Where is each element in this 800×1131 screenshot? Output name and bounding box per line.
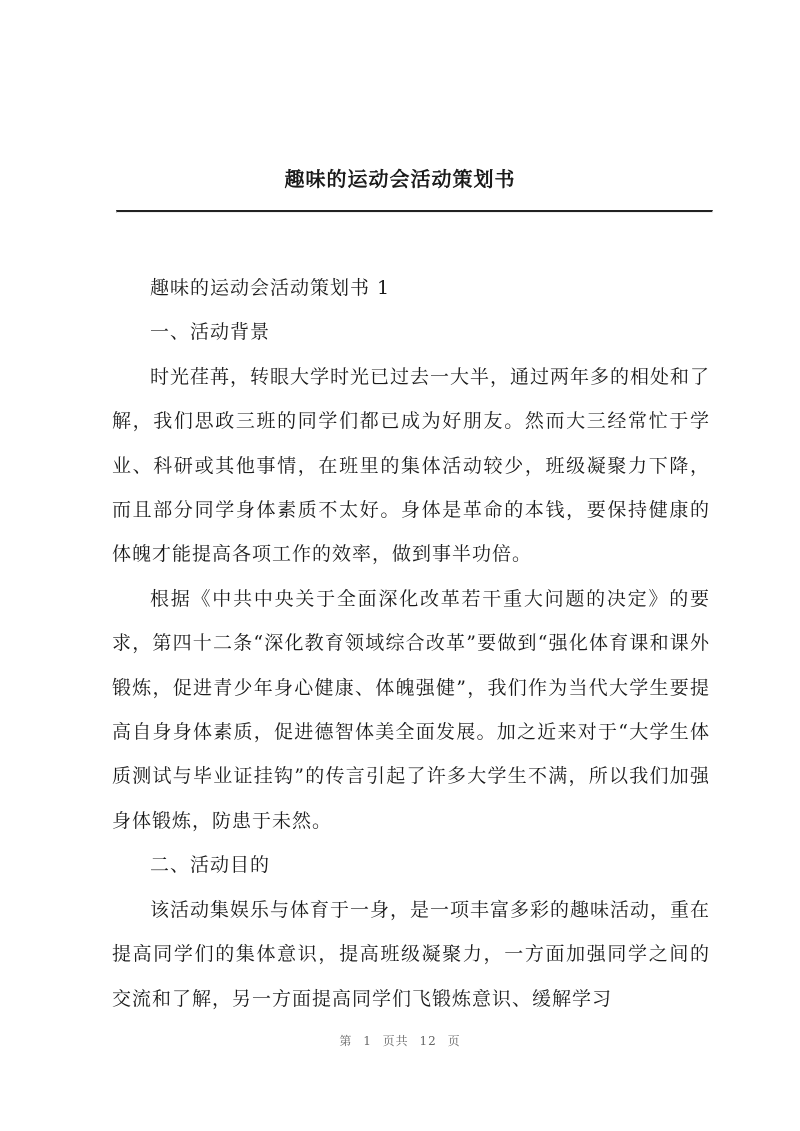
paragraph-background-2: 根据《中共中央关于全面深化改革若干重大问题的决定》的要求，第四十二条“深化教育领域综合改革”要做到“强化体育课和课外锻炼，促进青少年身心健康、体魄强健”，我们作为当代大学生要提高自身身体素质，促进德智体美全面发展。加之近来对于“大学生体质测试与毕业证挂钩”的传言引起了许多大学生不满，所以我们加强身体锻炼，防患于未然。 — [112, 587, 710, 832]
section-heading-purpose: 二、活动目的 — [150, 854, 271, 877]
document-title: 趣味的运动会活动策划书 — [284, 167, 516, 191]
document-body — [112, 266, 710, 1021]
paragraph-purpose: 该活动集娱乐与体育于一身，是一项丰富多彩的趣味活动，重在提高同学们的集体意识，提高班级凝聚力，一方面加强同学之间的交流和了解，另一方面提高同学们飞锻炼意识、缓解学习 — [112, 898, 711, 1010]
footer-prefix: 第 — [339, 1034, 353, 1048]
footer-suffix: 页 — [447, 1034, 461, 1048]
footer-current-page: 1 — [363, 1034, 372, 1048]
section-heading-background: 一、活动背景 — [150, 321, 271, 344]
paragraph-background-1: 时光荏苒，转眼大学时光已过去一大半，通过两年多的相处和了解，我们思政三班的同学们都已成为好朋友。然而大三经常忙于学业、科研或其他事情，在班里的集体活动较少，班级凝聚力下降，而且部分同学身体素质不太好。身体是革命的本钱，要保持健康的体魄才能提高各项工作的效率，做到事半功倍。 — [112, 365, 711, 566]
title-divider — [116, 210, 713, 213]
footer-middle: 页共 — [382, 1034, 409, 1048]
footer-total-pages: 12 — [419, 1034, 437, 1048]
page-footer — [0, 1032, 800, 1049]
section-heading-main: 趣味的运动会活动策划书 1 — [150, 277, 391, 299]
